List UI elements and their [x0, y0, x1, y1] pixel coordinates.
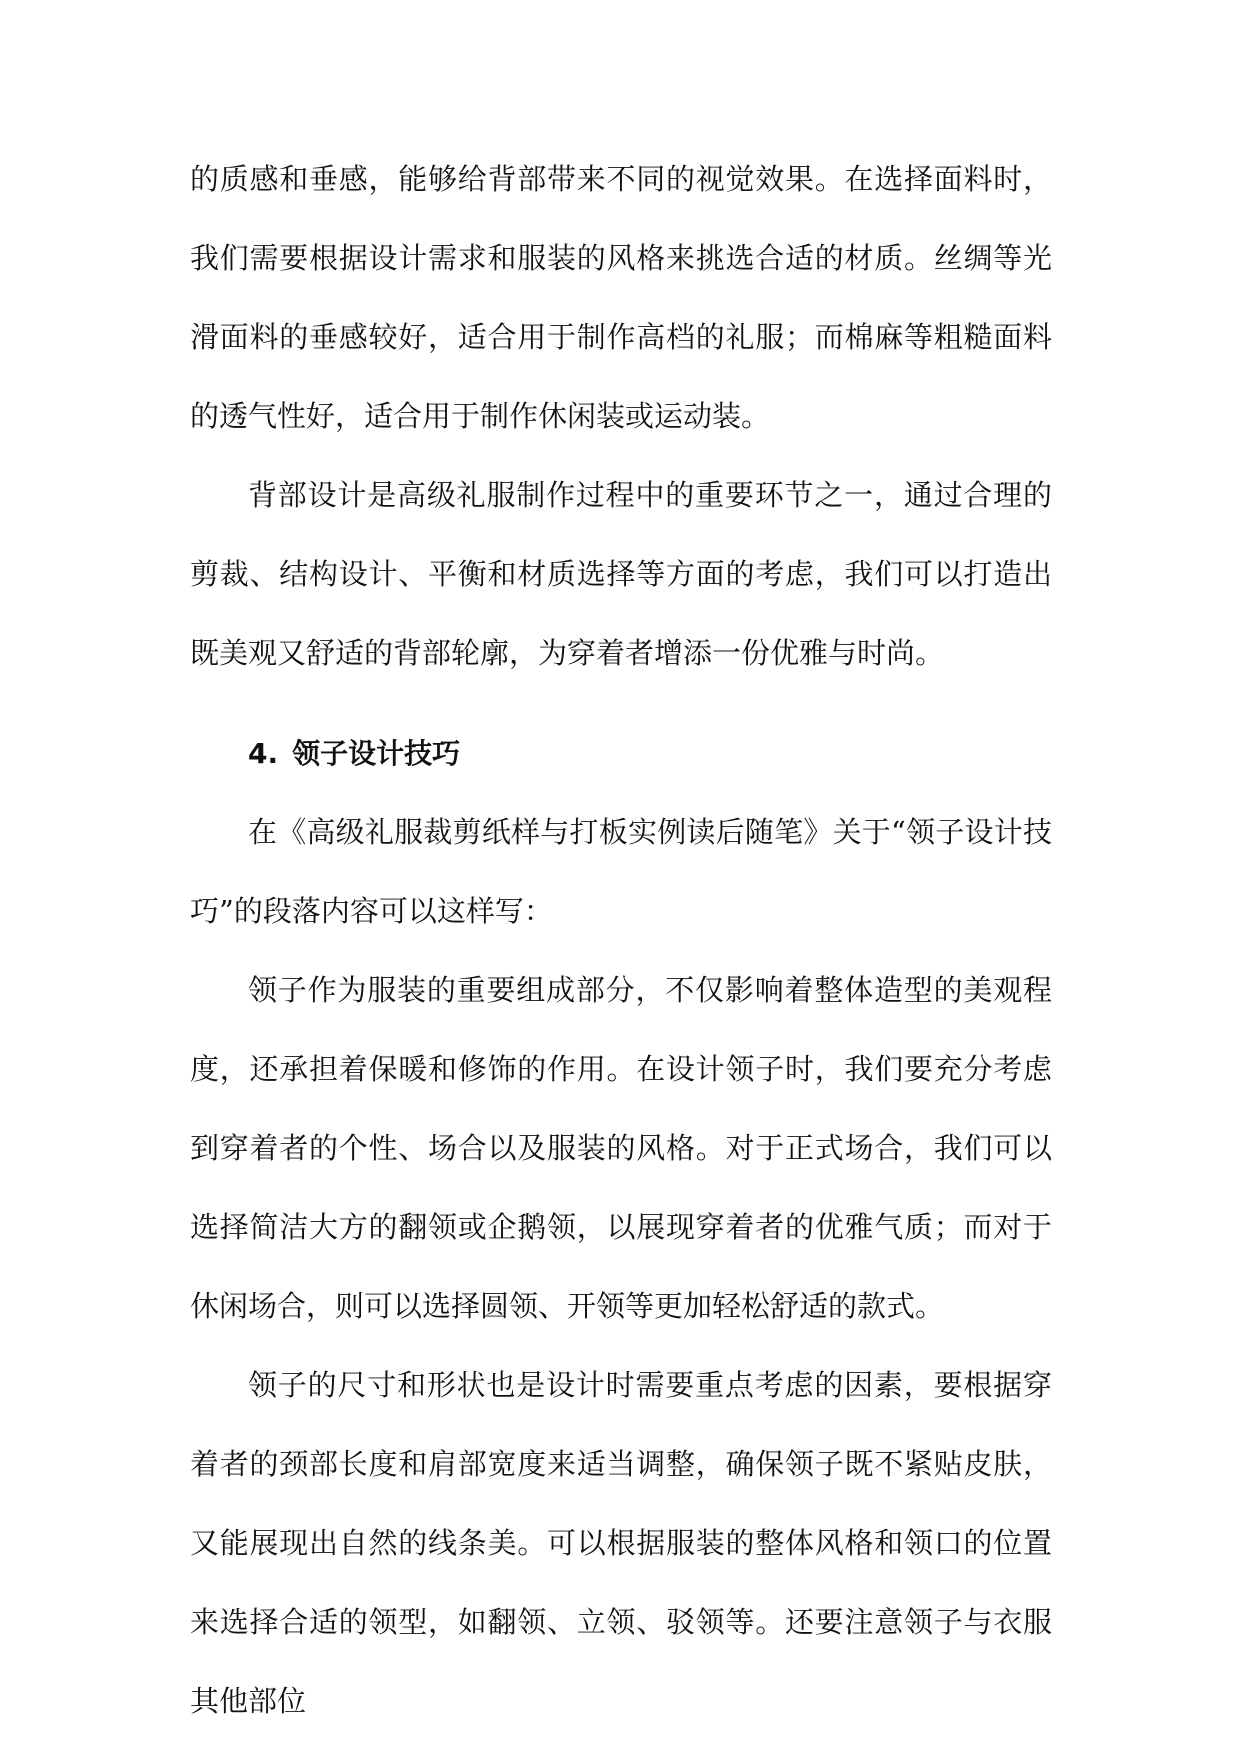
- back-design-summary-paragraph: 背部设计是高级礼服制作过程中的重要环节之一，通过合理的剪裁、结构设计、平衡和材质选择等方面的考虑，我们可以打造出既美观又舒适的背部轮廓，为穿着者增添一份优雅与时尚。: [190, 478, 1052, 670]
- continued-paragraph: 的质感和垂感，能够给背部带来不同的视觉效果。在选择面料时，我们需要根据设计需求和服装的风格来挑选合适的材质。丝绸等光滑面料的垂感较好，适合用于制作高档的礼服；而棉麻等粗糙面料的透气性好，适合用于制作休闲装或运动装。: [190, 162, 1052, 433]
- section-title: 领子设计技巧: [292, 737, 461, 770]
- collar-size-paragraph: 领子的尺寸和形状也是设计时需要重点考虑的因素，要根据穿着者的颈部长度和肩部宽度来适当调整，确保领子既不紧贴皮肤，又能展现出自然的线条美。可以根据服装的整体风格和领口的位置来选择合适的领型，如翻领、立领、驳领等。还要注意领子与衣服其他部位: [190, 1368, 1052, 1718]
- section-number: 4.: [248, 737, 279, 770]
- section-heading: [190, 714, 1052, 793]
- intro-paragraph: 在《高级礼服裁剪纸样与打板实例读后随笔》关于“领子设计技巧”的段落内容可以这样写：: [190, 815, 1052, 928]
- document-body: [190, 140, 1052, 1741]
- collar-role-paragraph: 领子作为服装的重要组成部分，不仅影响着整体造型的美观程度，还承担着保暖和修饰的作用。在设计领子时，我们要充分考虑到穿着者的个性、场合以及服装的风格。对于正式场合，我们可以选择简洁大方的翻领或企鹅领，以展现穿着者的优雅气质；而对于休闲场合，则可以选择圆领、开领等更加轻松舒适的款式。: [190, 973, 1052, 1323]
